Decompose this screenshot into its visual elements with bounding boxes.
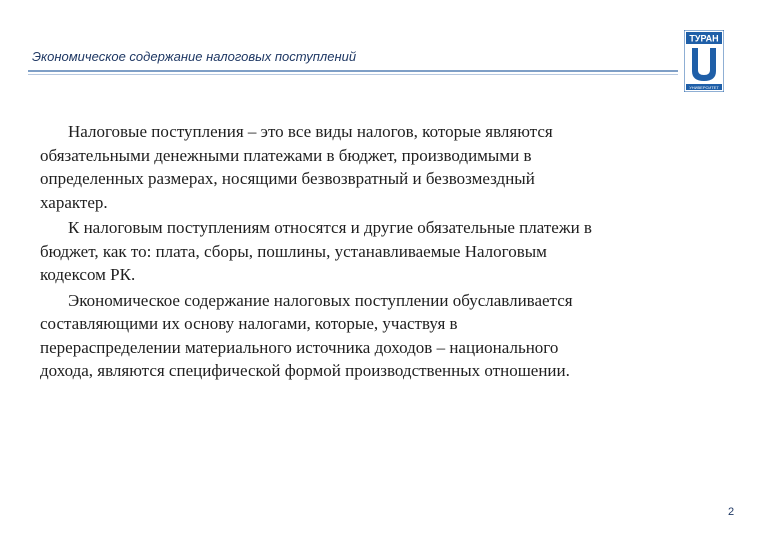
turan-university-logo — [684, 30, 724, 92]
logo-bottom-text: УНИВЕРСИТЕТ — [689, 85, 719, 90]
header-divider — [28, 70, 678, 72]
paragraph-line: дохода, являются специфической формой производственных отношении. — [40, 361, 570, 380]
paragraph-line: перераспределении материального источника доходов – национального — [40, 337, 559, 357]
paragraph-line: обязательными денежными платежами в бюджет, производимыми в — [40, 145, 532, 165]
slide-title: Экономическое содержание налоговых поступлений — [32, 49, 357, 64]
content-body — [40, 120, 730, 385]
paragraph-3 — [40, 289, 730, 383]
paragraph-line: характер. — [40, 192, 108, 212]
paragraph-2 — [40, 216, 730, 287]
page-number: 2 — [728, 506, 735, 518]
paragraph-line: К налоговым поступлениям относятся и другие обязательные платежи в — [68, 218, 592, 237]
paragraph-line: Экономическое содержание налоговых поступлении обуславливается — [68, 290, 573, 310]
header-divider-thin — [28, 74, 678, 75]
paragraph-line: бюджет, как то: плата, сборы, пошлины, устанавливаемые Налоговым — [40, 241, 547, 261]
logo-top-text: ТУРАН — [689, 33, 719, 44]
paragraph-line: составляющими их основу налогами, которые, участвуя в — [40, 314, 458, 333]
paragraph-line: определенных размерах, носящими безвозвратный и безвозмездный — [40, 169, 535, 188]
paragraph-line: Налоговые поступления – это все виды налогов, которые являются — [68, 122, 553, 141]
paragraph-1 — [40, 120, 730, 214]
paragraph-line: кодексом РК. — [40, 265, 136, 284]
